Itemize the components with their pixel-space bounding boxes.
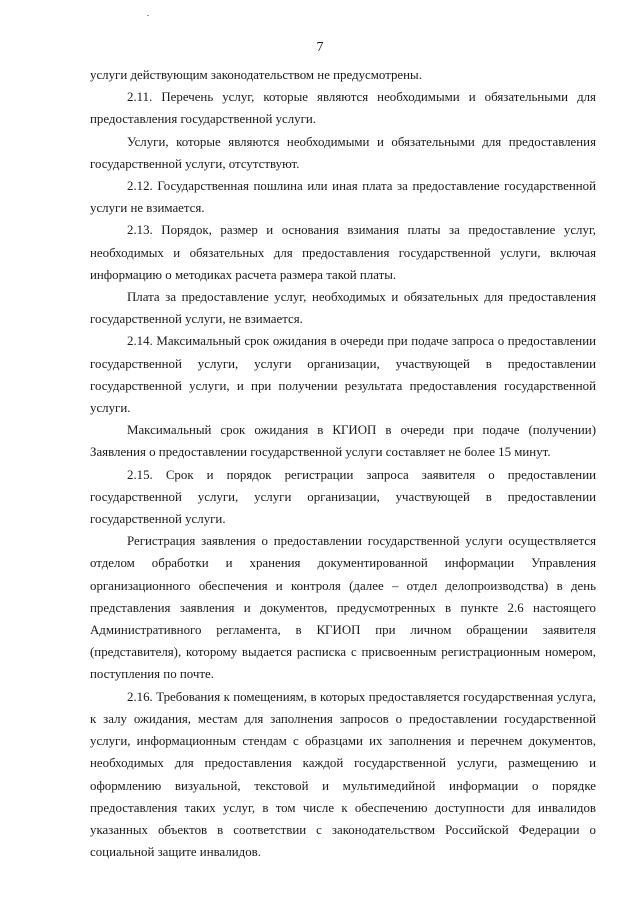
paragraph: 2.11. Перечень услуг, которые являются необходимыми и обязательными для предоставления государственной услуги.: [90, 90, 596, 127]
document-body: [90, 64, 596, 863]
paragraph: услуги действующим законодательством не предусмотрены.: [90, 68, 422, 82]
paragraph: Максимальный срок ожидания в КГИОП в очереди при подаче (получении) Заявления о предоставлении государственной услуги составляет не более 15 минут.: [90, 423, 596, 460]
paragraph: Услуги, которые являются необходимыми и обязательными для предоставления государственной услуги, отсутствуют.: [90, 134, 596, 171]
paragraph: Плата за предоставление услуг, необходимых и обязательных для предоставления государственной услуги, не взимается.: [90, 290, 596, 327]
paragraph: 2.16. Требования к помещениям, в которых предоставляется государственная услуга, к залу ожидания, местам для заполнения запросов о предоставлении государственной услуги, информационным стендам с образцами их заполнения и перечнем документов, необходимых для предоставления каждой государственной услуги, размещению и оформлению визуальной, текстовой и мультимедийной информации о порядке предоставления таких услуг, в том числе к обеспечению доступности для инвалидов указанных объектов в соответствии с законодательством Российской Федерации о социальной защите инвалидов.: [90, 689, 596, 860]
page-number: 7: [316, 40, 324, 55]
scan-speck: [147, 15, 149, 16]
paragraph: 2.15. Срок и порядок регистрации запроса заявителя о предоставлении государственной услуги, услуги организации, участвующей в предоставлении государственной услуги.: [90, 467, 596, 527]
paragraph: Регистрация заявления о предоставлении государственной услуги осуществляется отделом обработки и хранения документированной информации Управления организационного обеспечения и контроля (далее – отдел делопроизводства) в день представления заявления и документов, предусмотренных в пункте 2.6 настоящего Административного регламента, в КГИОП при личном обращении заявителя (представителя), которому выдается расписка с присвоенным регистрационным номером, поступления по почте.: [90, 534, 596, 682]
paragraph: 2.12. Государственная пошлина или иная плата за предоставление государственной услуги не взимается.: [90, 179, 596, 216]
paragraph: 2.13. Порядок, размер и основания взимания платы за предоставление услуг, необходимых и обязательных для предоставления государственной услуги, включая информацию о методиках расчета размера такой платы.: [90, 223, 596, 282]
paragraph: 2.14. Максимальный срок ожидания в очереди при подаче запроса о предоставлении государственной услуги, услуги организации, участвующей в предоставлении государственной услуги, и при получении результата предоставления государственной услуги.: [90, 334, 596, 416]
